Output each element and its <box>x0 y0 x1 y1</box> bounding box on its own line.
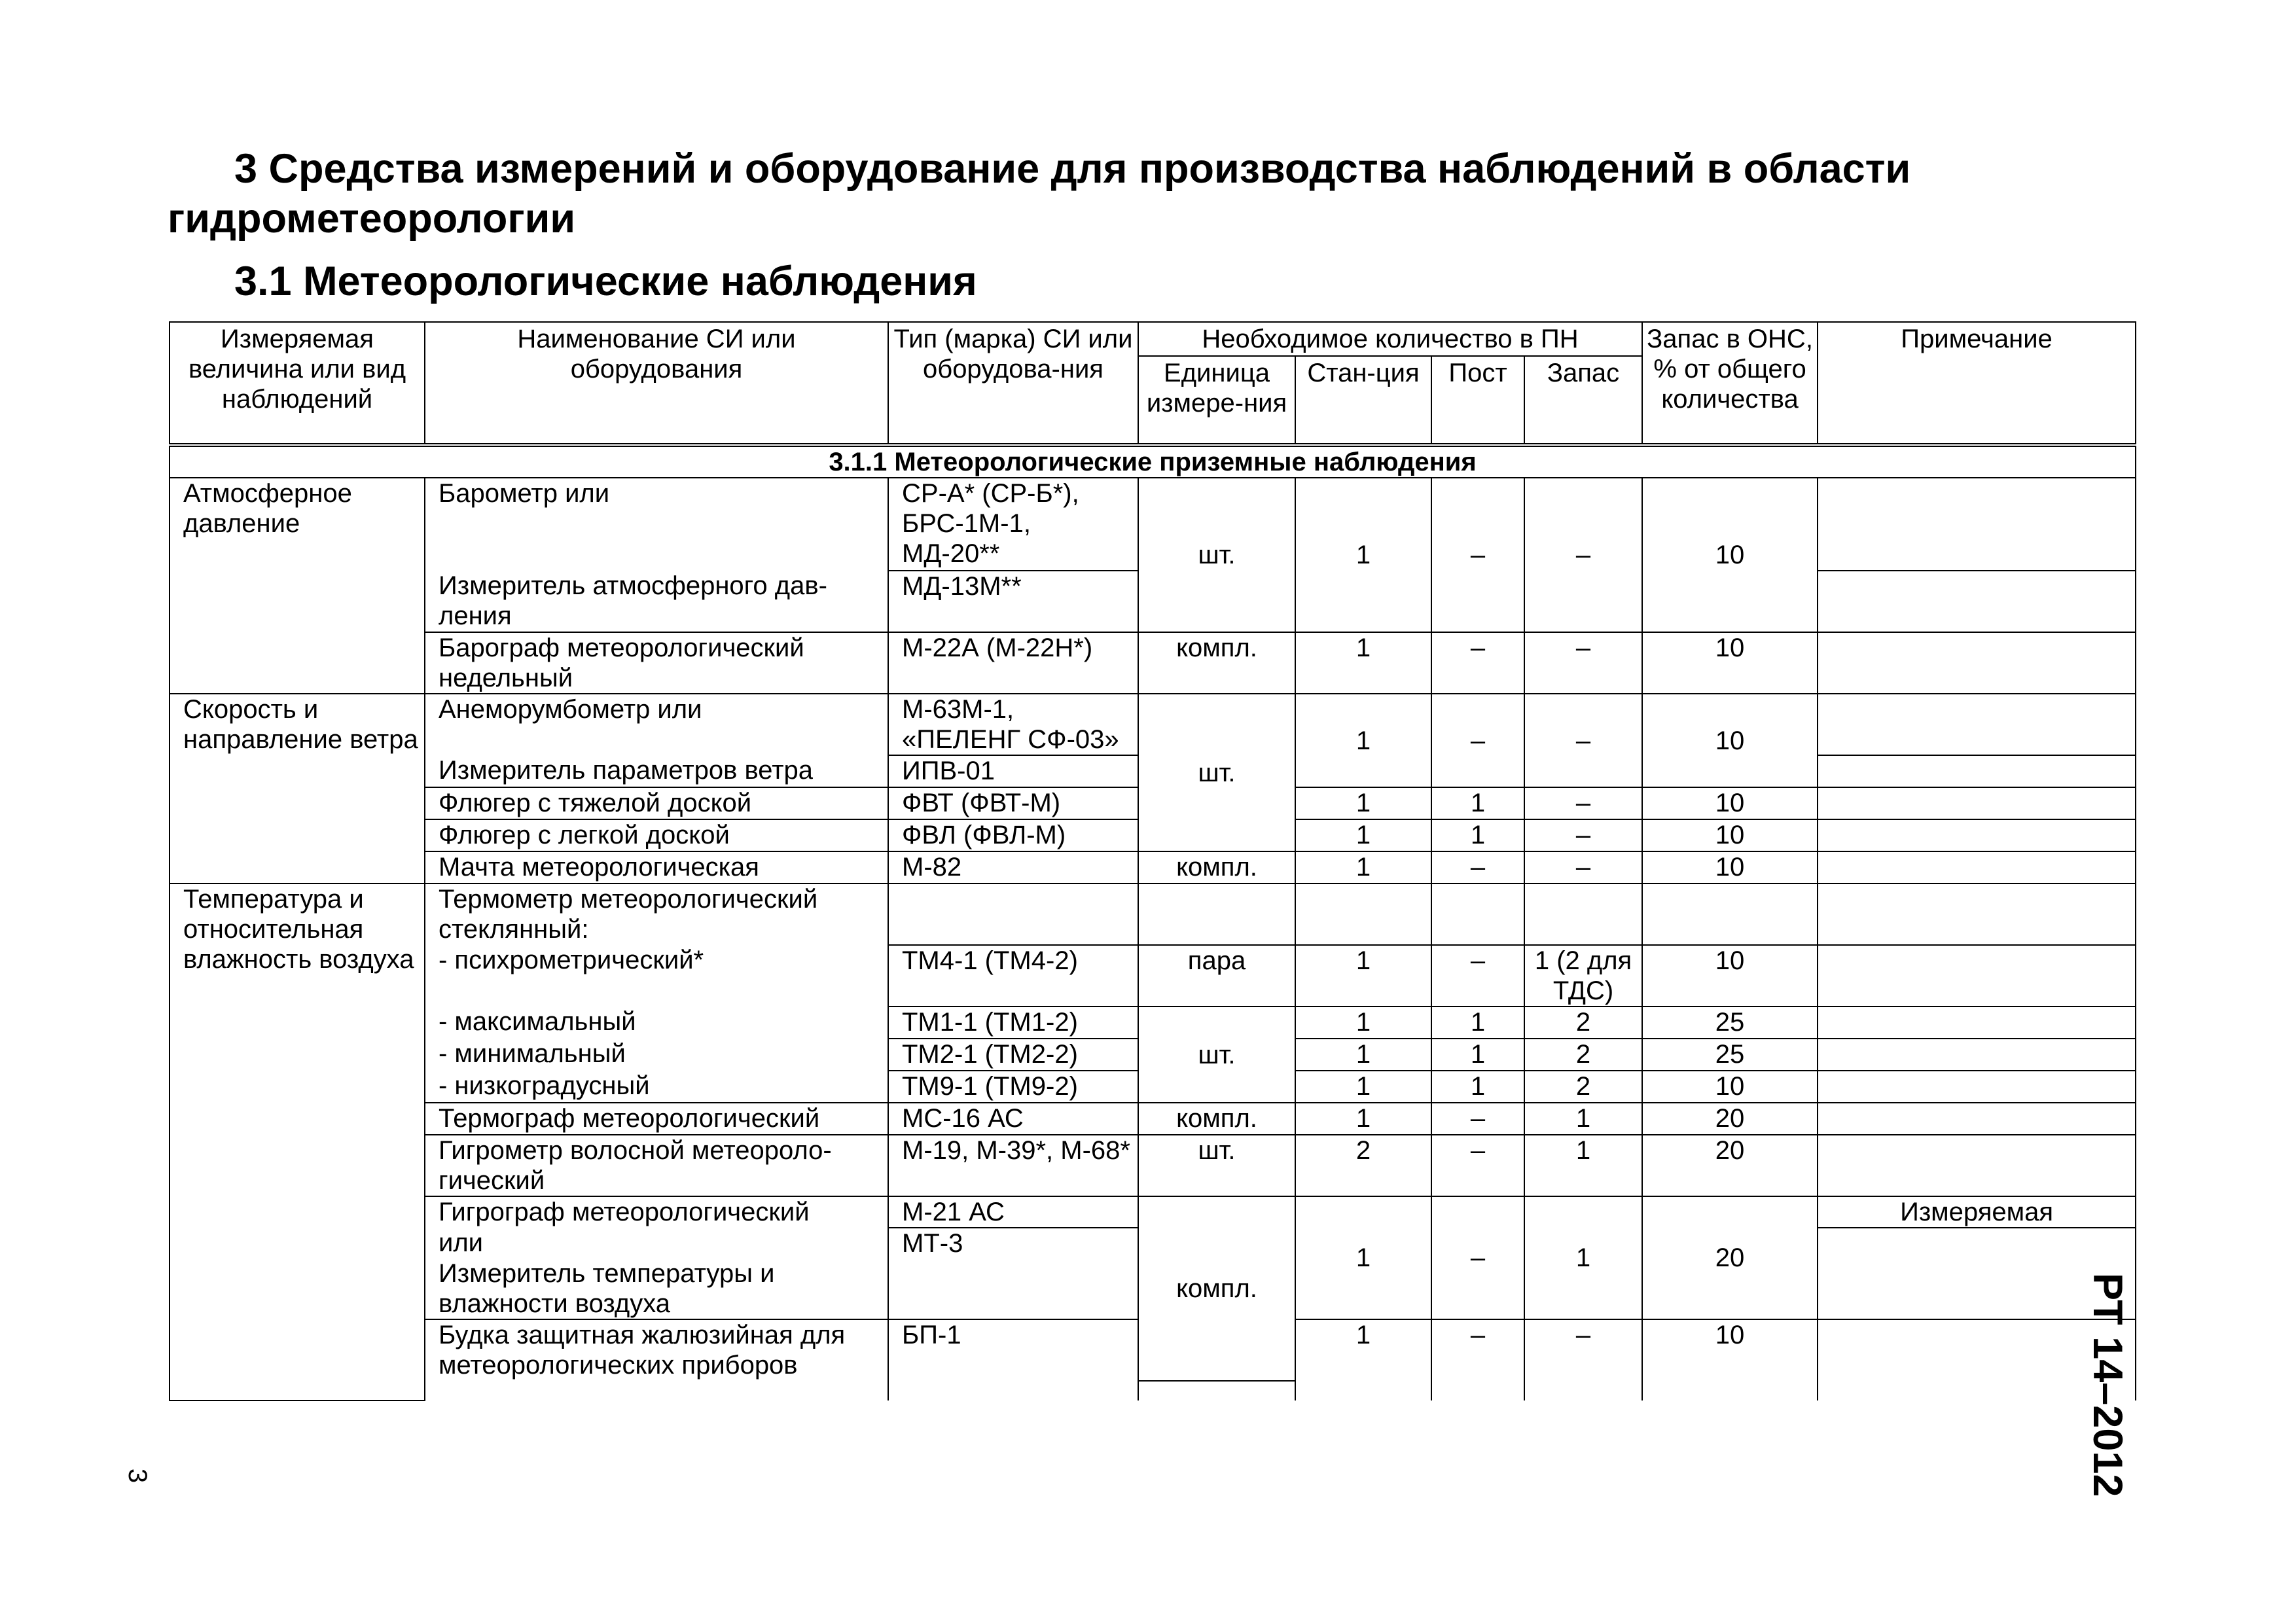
unit-cell: компл. <box>1138 632 1295 694</box>
name-cell: - низкоградусный <box>425 1071 888 1103</box>
reserve-cell: – <box>1524 632 1642 694</box>
type-cell: МТ-3 <box>888 1228 1138 1319</box>
post-cell: 1 <box>1431 1071 1524 1103</box>
quantity-cell: Скорость и направление ветра <box>170 694 425 883</box>
quantity-cell: Атмосферное давление <box>170 478 425 694</box>
name-cell: Флюгер с легкой доской <box>425 819 888 851</box>
post-cell: – <box>1431 945 1524 1007</box>
unit-cell: шт. <box>1138 694 1295 851</box>
header-required: Необходимое количество в ПН <box>1138 322 1642 356</box>
station-cell: 1 <box>1295 787 1431 819</box>
type-cell: ТМ1-1 (ТМ1-2) <box>888 1007 1138 1039</box>
station-cell: 1 <box>1295 945 1431 1007</box>
reserve-cell: – <box>1524 1319 1642 1381</box>
section-heading <box>168 144 2131 243</box>
header-unit: Единица измере-ния <box>1138 356 1295 445</box>
name-cell: Гигрограф метеорологический <box>425 1196 888 1228</box>
reserve-cell: – <box>1524 819 1642 851</box>
name-cell: Термограф метеорологический <box>425 1103 888 1135</box>
station-cell: 1 <box>1295 1007 1431 1039</box>
reserve-cell: 1 <box>1524 1103 1642 1135</box>
table-row <box>170 1103 2136 1135</box>
type-cell: ТМ4-1 (ТМ4-2) <box>888 945 1138 1007</box>
name-cell: - психрометрический* <box>425 945 888 1007</box>
ons-cell: 10 <box>1642 787 1818 819</box>
type-cell: М-21 АС <box>888 1196 1138 1228</box>
type-cell: М-22А (М-22Н*) <box>888 632 1138 694</box>
station-cell: 1 <box>1295 478 1431 632</box>
ons-cell: 10 <box>1642 945 1818 1007</box>
name-cell: - минимальный <box>425 1039 888 1071</box>
unit-cell: шт. <box>1138 1007 1295 1103</box>
type-cell: М-63М-1, «ПЕЛЕНГ СФ-03» <box>888 694 1138 755</box>
ons-cell: 20 <box>1642 1103 1818 1135</box>
reserve-cell: – <box>1524 478 1642 632</box>
note-cell <box>1818 1071 2136 1103</box>
note-cell <box>1818 819 2136 851</box>
post-cell: – <box>1431 632 1524 694</box>
unit-cell <box>1138 883 1295 945</box>
type-cell: МД-13М** <box>888 571 1138 632</box>
table-continuation <box>170 1381 2136 1400</box>
spacer-cell <box>1642 1381 1818 1400</box>
ons-cell: 25 <box>1642 1039 1818 1071</box>
post-cell: – <box>1431 851 1524 883</box>
spacer-cell <box>888 1381 1138 1400</box>
note-cell <box>1818 883 2136 945</box>
name-cell: Мачта метеорологическая <box>425 851 888 883</box>
post-cell: – <box>1431 1103 1524 1135</box>
name-cell: Будка защитная жалюзийная для метеорологических приборов <box>425 1319 888 1381</box>
unit-cell: пара <box>1138 945 1295 1007</box>
unit-cell: компл. <box>1138 851 1295 883</box>
ons-cell: 10 <box>1642 1071 1818 1103</box>
note-cell <box>1818 787 2136 819</box>
ons-cell: 20 <box>1642 1135 1818 1196</box>
heading-line-1: 3 Средства измерений и оборудование для производства наблюдений в области <box>234 146 1911 192</box>
note-cell <box>1818 478 2136 571</box>
unit-cell: компл. <box>1138 1196 1295 1381</box>
ons-cell: 20 <box>1642 1196 1818 1319</box>
reserve-cell: – <box>1524 694 1642 787</box>
ons-cell: 10 <box>1642 478 1818 632</box>
note-cell <box>1818 571 2136 632</box>
header-ons-reserve: Запас в ОНС, % от общего количества <box>1642 322 1818 445</box>
header-note: Примечание <box>1818 322 2136 445</box>
note-cell <box>1818 851 2136 883</box>
name-cell: Барометр или <box>425 478 888 571</box>
unit-cell: шт. <box>1138 1135 1295 1196</box>
reserve-cell: – <box>1524 787 1642 819</box>
note-cell <box>1818 694 2136 755</box>
ons-cell: 10 <box>1642 851 1818 883</box>
name-cell: Измеритель атмосферного дав-ления <box>425 571 888 632</box>
type-cell: МС-16 АС <box>888 1103 1138 1135</box>
name-cell: Флюгер с тяжелой доской <box>425 787 888 819</box>
table-row <box>170 945 2136 1007</box>
reserve-cell: 2 <box>1524 1039 1642 1071</box>
unit-cell: компл. <box>1138 1103 1295 1135</box>
post-cell: – <box>1431 1196 1524 1319</box>
table-row <box>170 694 2136 755</box>
type-cell: ТМ2-1 (ТМ2-2) <box>888 1039 1138 1071</box>
note-cell <box>1818 1135 2136 1196</box>
name-cell: Измеритель температуры и влажности воздуха <box>425 1258 888 1319</box>
table-header <box>170 322 2136 445</box>
ons-cell: 25 <box>1642 1007 1818 1039</box>
reserve-cell: 2 <box>1524 1007 1642 1039</box>
post-cell: 1 <box>1431 819 1524 851</box>
document-code: РТ 14–2012 <box>2085 1273 2130 1497</box>
station-cell: 1 <box>1295 1196 1431 1319</box>
name-cell: Термометр метеорологический стеклянный: <box>425 883 888 945</box>
name-cell: Гигрометр волосной метеороло-гический <box>425 1135 888 1196</box>
spacer-cell <box>1138 1381 1295 1400</box>
subsection-heading: 3.1 Метеорологические наблюдения <box>234 259 977 304</box>
post-cell: – <box>1431 1135 1524 1196</box>
post-cell: – <box>1431 1319 1524 1381</box>
reserve-cell: 1 (2 для ТДС) <box>1524 945 1642 1007</box>
station-cell: 1 <box>1295 1103 1431 1135</box>
section-title: 3.1.1 Метеорологические приземные наблюдения <box>170 445 2136 478</box>
header-type: Тип (марка) СИ или оборудова-ния <box>888 322 1138 445</box>
note-cell: Измеряемая <box>1818 1196 2136 1228</box>
station-cell: 1 <box>1295 1071 1431 1103</box>
type-cell: М-19, М-39*, М-68* <box>888 1135 1138 1196</box>
note-cell <box>1818 632 2136 694</box>
spacer-cell <box>1295 1381 1431 1400</box>
quantity-cell: Температура и относительная влажность воздуха <box>170 883 425 1400</box>
header-station: Стан-ция <box>1295 356 1431 445</box>
heading-line-2: гидрометеорологии <box>168 196 576 241</box>
unit-cell: шт. <box>1138 478 1295 632</box>
post-cell: 1 <box>1431 787 1524 819</box>
name-cell: Анеморумбометр или <box>425 694 888 755</box>
ons-cell <box>1642 883 1818 945</box>
station-cell: 1 <box>1295 694 1431 787</box>
reserve-cell: – <box>1524 851 1642 883</box>
note-cell <box>1818 1039 2136 1071</box>
table-row <box>170 478 2136 571</box>
name-cell: - максимальный <box>425 1007 888 1039</box>
post-cell: – <box>1431 478 1524 632</box>
spacer-cell <box>425 1381 888 1400</box>
note-cell <box>1818 1007 2136 1039</box>
station-cell: 1 <box>1295 1039 1431 1071</box>
note-cell <box>1818 945 2136 1007</box>
table-row <box>170 632 2136 694</box>
post-cell: – <box>1431 694 1524 787</box>
station-cell: 2 <box>1295 1135 1431 1196</box>
station-cell: 1 <box>1295 1319 1431 1381</box>
reserve-cell: 1 <box>1524 1196 1642 1319</box>
table-row <box>170 1135 2136 1196</box>
header-name: Наименование СИ или оборудования <box>425 322 888 445</box>
reserve-cell: 1 <box>1524 1135 1642 1196</box>
ons-cell: 10 <box>1642 694 1818 787</box>
station-cell: 1 <box>1295 851 1431 883</box>
type-cell: ФВЛ (ФВЛ-М) <box>888 819 1138 851</box>
header-reserve: Запас <box>1524 356 1642 445</box>
table-row <box>170 1196 2136 1228</box>
name-cell: Измеритель параметров ветра <box>425 755 888 787</box>
type-cell: М-82 <box>888 851 1138 883</box>
post-cell <box>1431 883 1524 945</box>
table-row <box>170 1007 2136 1039</box>
name-cell: или <box>425 1228 888 1258</box>
spacer-cell <box>1431 1381 1524 1400</box>
page-number: 3 <box>123 1468 152 1484</box>
type-cell: ФВТ (ФВТ-М) <box>888 787 1138 819</box>
type-cell: ИПВ-01 <box>888 755 1138 787</box>
ons-cell: 10 <box>1642 1319 1818 1381</box>
station-cell: 1 <box>1295 819 1431 851</box>
ons-cell: 10 <box>1642 819 1818 851</box>
table-row <box>170 883 2136 945</box>
header-quantity: Измеряемая величина или вид наблюдений <box>170 322 425 445</box>
type-cell: ТМ9-1 (ТМ9-2) <box>888 1071 1138 1103</box>
post-cell: 1 <box>1431 1007 1524 1039</box>
equipment-table <box>169 321 2136 1401</box>
table-row <box>170 851 2136 883</box>
station-cell: 1 <box>1295 632 1431 694</box>
section-row <box>170 445 2136 478</box>
post-cell: 1 <box>1431 1039 1524 1071</box>
header-post: Пост <box>1431 356 1524 445</box>
ons-cell: 10 <box>1642 632 1818 694</box>
spacer-cell <box>1524 1381 1642 1400</box>
note-cell <box>1818 1103 2136 1135</box>
type-cell: СР-А* (СР-Б*), БРС-1М-1, МД-20** <box>888 478 1138 571</box>
note-cell <box>1818 755 2136 787</box>
name-cell: Барограф метеорологический недельный <box>425 632 888 694</box>
reserve-cell: 2 <box>1524 1071 1642 1103</box>
type-cell <box>888 883 1138 945</box>
station-cell <box>1295 883 1431 945</box>
type-cell: БП-1 <box>888 1319 1138 1381</box>
reserve-cell <box>1524 883 1642 945</box>
